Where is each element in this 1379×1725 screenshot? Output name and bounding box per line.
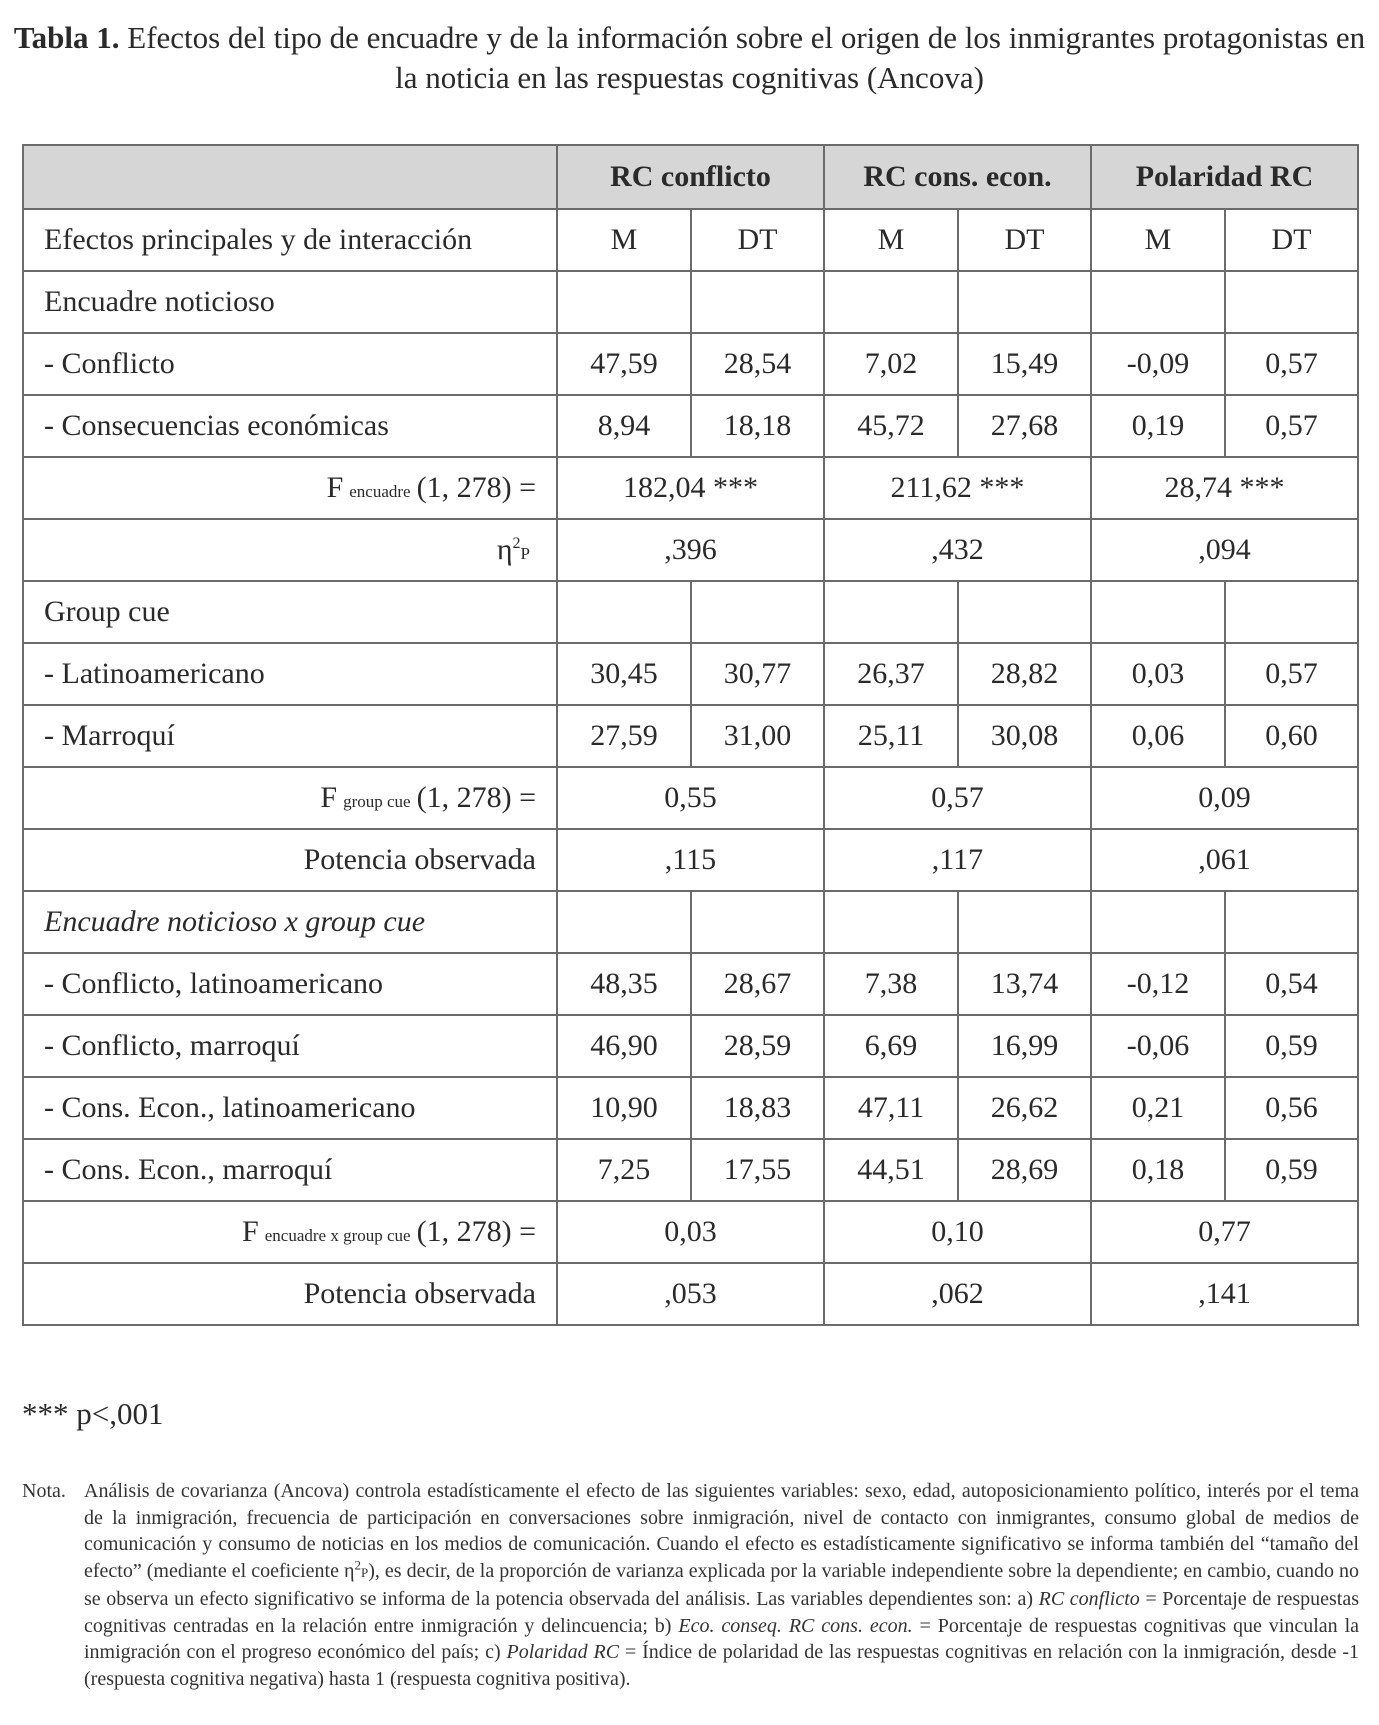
stat-value-cell: 0,57 (824, 767, 1091, 829)
value-cell: 8,94 (557, 395, 691, 457)
section-title-row (23, 581, 1358, 643)
value-cell: 47,11 (824, 1077, 958, 1139)
stat-label (23, 519, 557, 581)
table-row (23, 1015, 1358, 1077)
empty-cell (958, 891, 1091, 953)
stat-value-cell: ,396 (557, 519, 824, 581)
value-cell: 25,11 (824, 705, 958, 767)
row-label: - Cons. Econ., marroquí (23, 1139, 557, 1201)
value-cell: 0,21 (1091, 1077, 1225, 1139)
stat-label-sub: group cue (343, 792, 411, 811)
stat-label-main: Potencia observada (303, 843, 536, 876)
table-row (23, 1139, 1358, 1201)
table-row (23, 953, 1358, 1015)
stat-value-cell: ,061 (1091, 829, 1358, 891)
section-title: Group cue (23, 581, 557, 643)
stat-value-cell: 0,09 (1091, 767, 1358, 829)
column-m-header: M (557, 209, 691, 271)
stat-label (23, 1201, 557, 1263)
stat-value-cell: 0,77 (1091, 1201, 1358, 1263)
value-cell: 17,55 (691, 1139, 824, 1201)
stat-row (23, 829, 1358, 891)
value-cell: 48,35 (557, 953, 691, 1015)
stat-label-main: F (320, 781, 338, 814)
stat-value-cell: 211,62 *** (824, 457, 1091, 519)
stat-value-cell: 0,10 (824, 1201, 1091, 1263)
stat-label-rest: (1, 278) = (416, 781, 536, 814)
stat-value-cell: 28,74 *** (1091, 457, 1358, 519)
empty-cell (557, 271, 691, 333)
value-cell: 28,82 (958, 643, 1091, 705)
value-cell: 27,59 (557, 705, 691, 767)
value-cell: 7,25 (557, 1139, 691, 1201)
empty-cell (1225, 891, 1358, 953)
value-cell: 0,57 (1225, 333, 1358, 395)
section-title-row (23, 271, 1358, 333)
row-label: - Marroquí (23, 705, 557, 767)
stat-label-rest: (1, 278) = (416, 471, 536, 504)
stat-value-cell: ,053 (557, 1263, 824, 1325)
row-label: - Conflicto, marroquí (23, 1015, 557, 1077)
value-cell: 15,49 (958, 333, 1091, 395)
note-part: ), es decir, de la proporción de varianza explicada por la variable independiente sobre la dependiente; en cambio, cuando no se observa un efecto significativo se informa de la potencia observada del análisis. Las variables dependientes son: a) (84, 1559, 1359, 1610)
table-row (23, 643, 1358, 705)
empty-cell (1225, 581, 1358, 643)
note-var-2: Eco. conseq. RC cons. econ. (678, 1614, 913, 1637)
stat-value-cell: ,115 (557, 829, 824, 891)
value-cell: 30,77 (691, 643, 824, 705)
table-row (23, 395, 1358, 457)
empty-cell (557, 891, 691, 953)
empty-cell (1225, 271, 1358, 333)
caption-text: Efectos del tipo de encuadre y de la información sobre el origen de los inmigrantes protagonistas en la noticia en las respuestas cognitivas (Ancova) (127, 20, 1366, 95)
table-caption (0, 18, 1379, 98)
empty-cell (958, 581, 1091, 643)
table-row (23, 705, 1358, 767)
value-cell: 16,99 (958, 1015, 1091, 1077)
section-title: Encuadre noticioso (23, 271, 557, 333)
value-cell: 10,90 (557, 1077, 691, 1139)
stat-value-cell: 0,03 (557, 1201, 824, 1263)
note-label: Nota. (22, 1480, 66, 1502)
value-cell: 45,72 (824, 395, 958, 457)
value-cell: 28,59 (691, 1015, 824, 1077)
stat-row (23, 457, 1358, 519)
stat-label-sup: 2 (512, 535, 521, 552)
results-table (22, 144, 1359, 1326)
note-var-1: RC conflicto (1038, 1588, 1140, 1610)
stat-label (23, 829, 557, 891)
empty-cell (824, 271, 958, 333)
empty-cell (691, 891, 824, 953)
value-cell: 7,38 (824, 953, 958, 1015)
stat-label-sub: encuadre (349, 482, 411, 501)
value-cell: 31,00 (691, 705, 824, 767)
value-cell: 18,83 (691, 1077, 824, 1139)
section-title: Encuadre noticioso x group cue (23, 891, 557, 953)
column-dt-header: DT (691, 209, 824, 271)
stat-row (23, 519, 1358, 581)
value-cell: 0,03 (1091, 643, 1225, 705)
value-cell: 44,51 (824, 1139, 958, 1201)
row-label: - Consecuencias económicas (23, 395, 557, 457)
empty-cell (824, 581, 958, 643)
group-header-row (23, 145, 1358, 209)
value-cell: 0,54 (1225, 953, 1358, 1015)
caption-label: Tabla 1. (13, 20, 120, 55)
value-cell: 28,54 (691, 333, 824, 395)
significance-note: *** p<,001 (22, 1396, 164, 1431)
stat-value-cell: 0,55 (557, 767, 824, 829)
column-dt-header: DT (958, 209, 1091, 271)
value-cell: 18,18 (691, 395, 824, 457)
stat-label-main: F (326, 471, 344, 504)
table-row (23, 333, 1358, 395)
stat-row (23, 767, 1358, 829)
note-var-3: Polaridad RC (506, 1641, 620, 1663)
stat-value-cell: ,117 (824, 829, 1091, 891)
stat-label (23, 767, 557, 829)
column-m-header: M (824, 209, 958, 271)
stat-label-rest: (1, 278) = (416, 1215, 536, 1248)
stat-value-cell: ,432 (824, 519, 1091, 581)
empty-cell (1091, 891, 1225, 953)
value-cell: -0,09 (1091, 333, 1225, 395)
value-cell: 0,60 (1225, 705, 1358, 767)
stat-value-cell: ,094 (1091, 519, 1358, 581)
stat-value-cell: ,062 (824, 1263, 1091, 1325)
value-cell: 0,06 (1091, 705, 1225, 767)
subheader-label: Efectos principales y de interacción (23, 209, 557, 271)
value-cell: 0,57 (1225, 643, 1358, 705)
value-cell: -0,12 (1091, 953, 1225, 1015)
empty-cell (691, 271, 824, 333)
subheader-row (23, 209, 1358, 271)
value-cell: 13,74 (958, 953, 1091, 1015)
value-cell: 30,45 (557, 643, 691, 705)
note-eta-sub: P (360, 1564, 369, 1580)
stat-label-sub: P (520, 544, 530, 563)
value-cell: 0,57 (1225, 395, 1358, 457)
group-header: Polaridad RC (1091, 145, 1358, 209)
group-header: RC cons. econ. (824, 145, 1091, 209)
note-eta-sup: 2 (354, 1556, 361, 1572)
stat-label-main: F (242, 1215, 259, 1248)
column-m-header: M (1091, 209, 1225, 271)
value-cell: 6,69 (824, 1015, 958, 1077)
value-cell: 47,59 (557, 333, 691, 395)
value-cell: 26,37 (824, 643, 958, 705)
row-label: - Conflicto (23, 333, 557, 395)
section-title-row (23, 891, 1358, 953)
empty-cell (1091, 581, 1225, 643)
empty-cell (824, 891, 958, 953)
stat-label (23, 1263, 557, 1325)
row-label: - Cons. Econ., latinoamericano (23, 1077, 557, 1139)
note-part: = Porcentaje de respuestas cognitivas centradas en la relación entre inmigración y delincuencia; b) (84, 1588, 1359, 1637)
empty-cell (958, 271, 1091, 333)
value-cell: 28,69 (958, 1139, 1091, 1201)
value-cell: 0,18 (1091, 1139, 1225, 1201)
stat-label (23, 457, 557, 519)
stat-label-main: Potencia observada (303, 1277, 536, 1310)
value-cell: 30,08 (958, 705, 1091, 767)
note-part: = Índice de polaridad de las respuestas cognitivas en relación con la inmigración, desde -1 (respuesta cognitiva negativa) hasta 1 (respuesta cognitiva positiva). (84, 1641, 1359, 1690)
row-label: - Latinoamericano (23, 643, 557, 705)
table-note (22, 1478, 1359, 1692)
note-text (84, 1478, 1359, 1692)
value-cell: 46,90 (557, 1015, 691, 1077)
value-cell: 0,19 (1091, 395, 1225, 457)
table-row (23, 1077, 1358, 1139)
group-header: RC conflicto (557, 145, 824, 209)
empty-cell (557, 581, 691, 643)
value-cell: 28,67 (691, 953, 824, 1015)
stat-label-main: η (496, 533, 513, 566)
note-part: Análisis de covarianza (Ancova) controla estadísticamente el efecto de las siguientes variables: sexo, edad, autoposicionamiento político, interés por el tema de la inmigración, frecuencia de participación en conversaciones sobre inmigración, nivel de contacto con inmigrantes, consumo global de medios de comunicación y consumo de noticias en los medios de comunicación. Cuando el efecto es estadísticamente significativo se informa también del “tamaño del efecto” (mediante el coeficiente η (84, 1480, 1359, 1582)
value-cell: -0,06 (1091, 1015, 1225, 1077)
value-cell: 0,59 (1225, 1015, 1358, 1077)
empty-cell (1091, 271, 1225, 333)
value-cell: 0,59 (1225, 1139, 1358, 1201)
value-cell: 26,62 (958, 1077, 1091, 1139)
header-empty-cell (23, 145, 557, 209)
stat-value-cell: 182,04 *** (557, 457, 824, 519)
stat-row (23, 1201, 1358, 1263)
note-part: = Porcentaje de respuestas cognitivas que vinculan la inmigración con el progreso económico del país; c) (84, 1614, 1359, 1663)
value-cell: 27,68 (958, 395, 1091, 457)
value-cell: 7,02 (824, 333, 958, 395)
row-label: - Conflicto, latinoamericano (23, 953, 557, 1015)
stat-label-sub: encuadre x group cue (264, 1226, 411, 1245)
stat-row (23, 1263, 1358, 1325)
column-dt-header: DT (1225, 209, 1358, 271)
value-cell: 0,56 (1225, 1077, 1358, 1139)
stat-value-cell: ,141 (1091, 1263, 1358, 1325)
empty-cell (691, 581, 824, 643)
